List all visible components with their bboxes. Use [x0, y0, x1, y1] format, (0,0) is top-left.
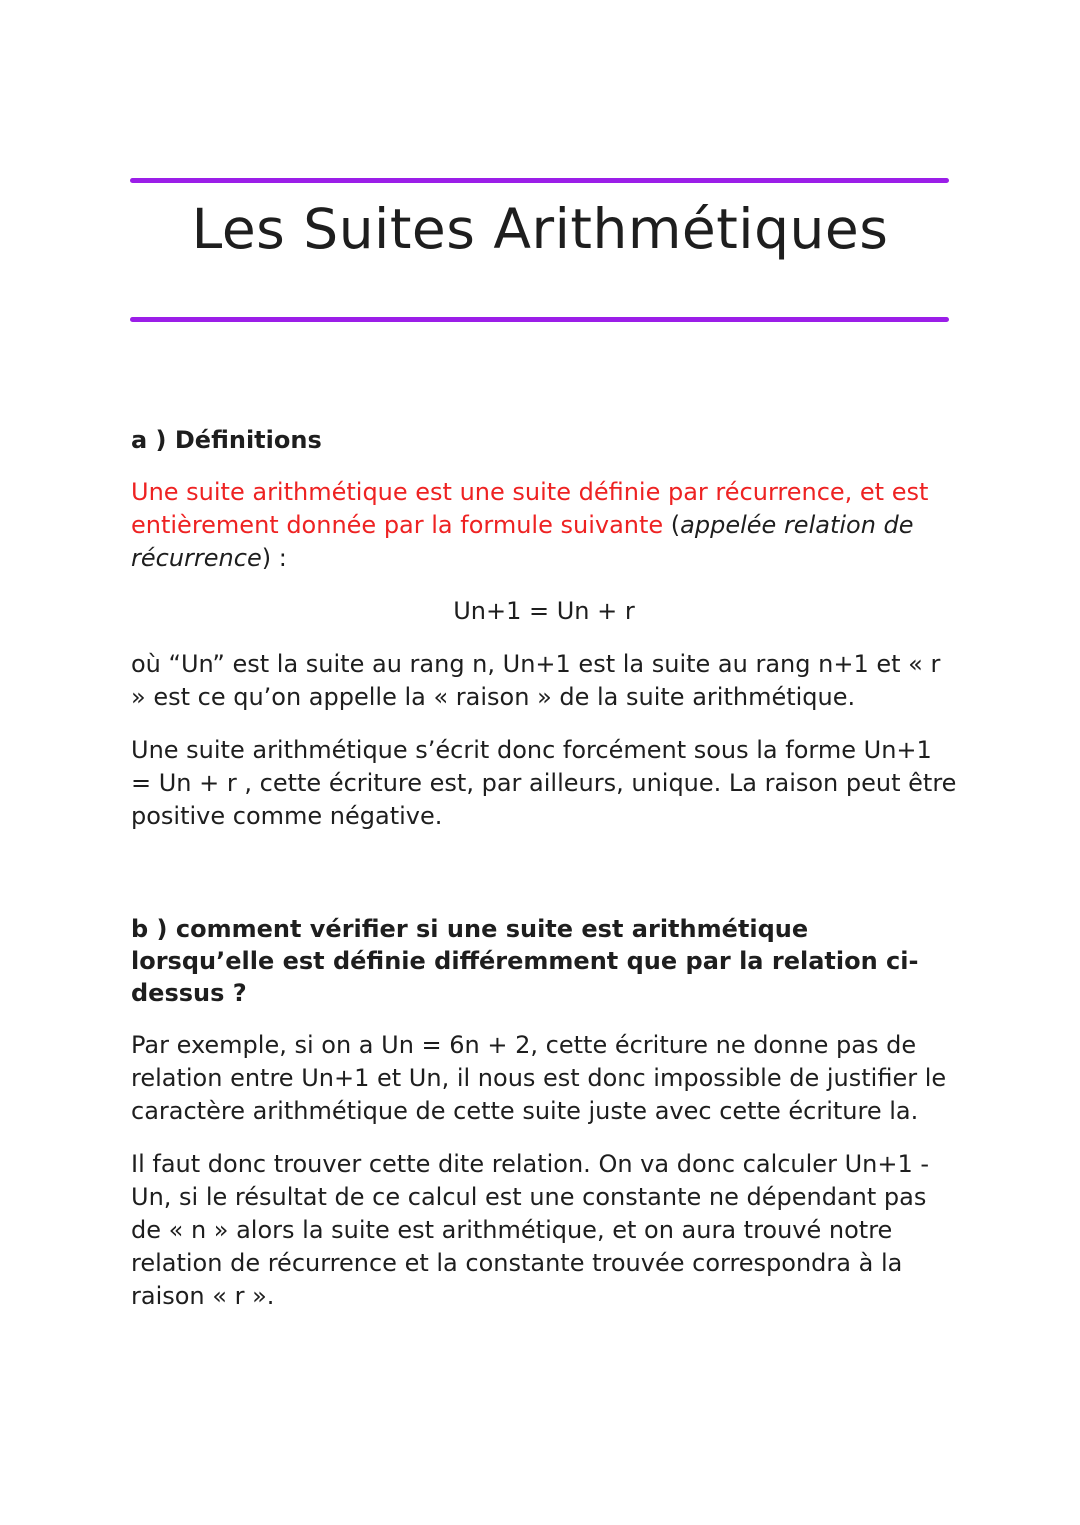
section-spacer	[131, 853, 957, 913]
section-definitions	[131, 424, 957, 833]
open-paren: (	[663, 511, 681, 539]
uniqueness-paragraph: Une suite arithmétique s’écrit donc forcément sous la forme Un+1 = Un + r , cette écriture est, par ailleurs, unique. La raison peut être positive comme négative.	[131, 736, 957, 830]
close-paren: ) :	[261, 544, 287, 572]
section-verification	[131, 913, 957, 1313]
definition-paragraph	[131, 476, 957, 575]
section-a-heading: a ) Définitions	[131, 426, 322, 454]
explanation-paragraph: où “Un” est la suite au rang n, Un+1 est la suite au rang n+1 et « r » est ce qu’on appelle la « raison » de la suite arithmétique.	[131, 650, 941, 711]
definition-text: Une suite arithmétique est une suite définie par récurrence, et est entièrement donnée par la formule suivante	[131, 478, 929, 539]
page-title: Les Suites Arithmétiques	[191, 197, 889, 261]
italic-note: appelée relation de récurrence	[131, 511, 914, 572]
title-top-rule	[130, 178, 949, 183]
method-paragraph: Il faut donc trouver cette dite relation. On va donc calculer Un+1 - Un, si le résultat de ce calcul est une constante ne dépendant pas de « n » alors la suite est arithmétique, et on aura trouvé notre relation de récurrence et la constante trouvée correspondra à la raison « r ».	[131, 1150, 930, 1310]
example-paragraph: Par exemple, si on a Un = 6n + 2, cette écriture ne donne pas de relation entre Un+1 et Un, il nous est donc impossible de justifier le caractère arithmétique de cette suite juste avec cette écriture la.	[131, 1031, 947, 1125]
section-b-heading: b ) comment vérifier si une suite est arithmétique lorsqu’elle est définie différemment que par la relation ci-dessus ?	[131, 915, 919, 1007]
recurrence-formula: Un+1 = Un + r	[453, 597, 635, 625]
title-bottom-rule	[130, 317, 949, 322]
document-body	[131, 424, 957, 1333]
